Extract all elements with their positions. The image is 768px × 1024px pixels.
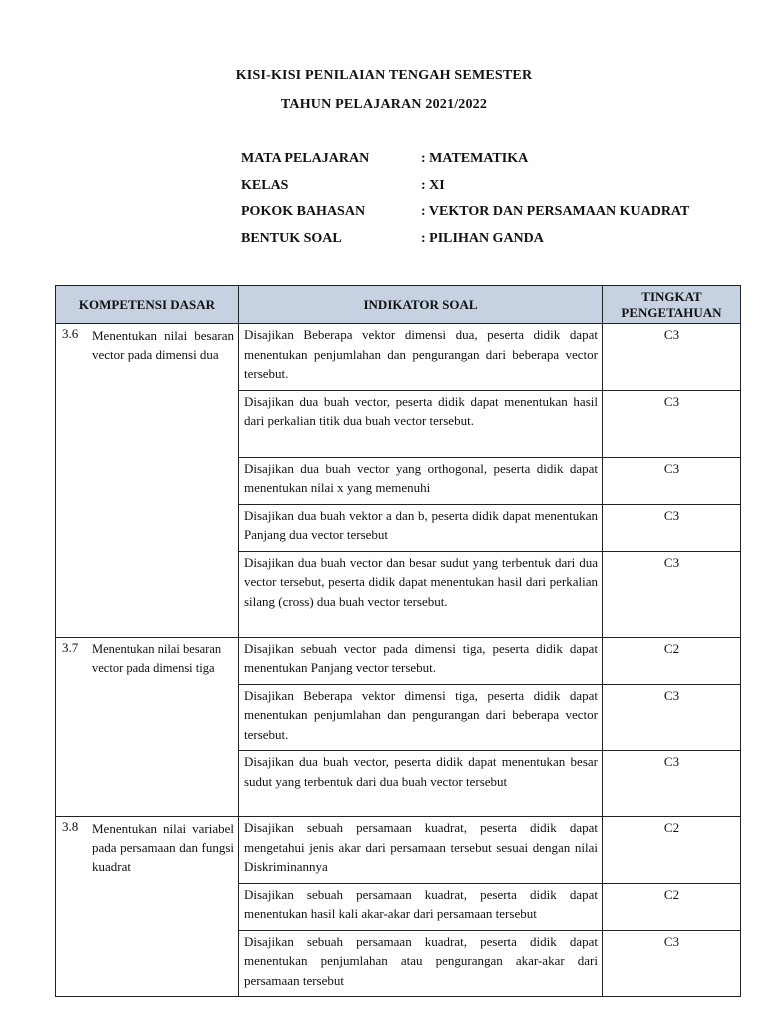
kompetensi-number: 3.7 [62, 639, 79, 655]
meta-label: BENTUK SOAL [241, 230, 342, 246]
indikator-cell: Disajikan dua buah vector, peserta didik dapat menentukan hasil dari perkalian titik dua buah vector tersebut. [239, 390, 603, 457]
indikator-cell: Disajikan dua buah vector yang orthogonal, peserta didik dapat menentukan nilai x yang memenuhi [239, 457, 603, 504]
document-meta [241, 151, 689, 257]
meta-label: MATA PELAJARAN [241, 151, 370, 166]
meta-row-topic [241, 204, 689, 231]
level-cell: C3 [603, 930, 741, 997]
level-cell: C3 [603, 684, 741, 751]
meta-row-question-type [241, 231, 689, 258]
level-cell: C2 [603, 637, 741, 684]
document-subtitle: TAHUN PELAJARAN 2021/2022 [280, 97, 488, 112]
meta-label: KELAS [241, 177, 289, 193]
kompetensi-text: Menentukan nilai besaran vector pada dimensi dua [92, 328, 234, 362]
indikator-cell: Disajikan Beberapa vektor dimensi dua, peserta didik dapat menentukan penjumlahan dan pengurangan dari beberapa vector tersebut. [239, 324, 603, 391]
kompetensi-number: 3.6 [62, 326, 79, 341]
kompetensi-cell [56, 637, 239, 817]
meta-value: : VEKTOR DAN PERSAMAAN KUADRAT [421, 204, 690, 219]
indikator-cell: Disajikan dua buah vector, peserta didik dapat menentukan besar sudut yang terbentuk dari dua buah vector tersebut [239, 751, 603, 817]
level-cell: C3 [603, 324, 741, 391]
level-cell: C3 [603, 390, 741, 457]
kompetensi-cell [56, 817, 239, 997]
header-indikator: INDIKATOR SOAL [239, 286, 603, 324]
indikator-cell: Disajikan sebuah persamaan kuadrat, peserta didik dapat menentukan hasil kali akar-akar dari persamaan tersebut [239, 883, 603, 930]
meta-value: : XI [421, 177, 445, 193]
level-cell: C3 [603, 751, 741, 817]
indikator-cell: Disajikan dua buah vektor a dan b, peserta didik dapat menentukan Panjang dua vector tersebut [239, 504, 603, 551]
table-row [56, 817, 741, 884]
meta-value: : PILIHAN GANDA [421, 230, 544, 246]
document-title: KISI-KISI PENILAIAN TENGAH SEMESTER [235, 68, 533, 83]
kompetensi-cell [56, 324, 239, 638]
indikator-cell: Disajikan dua buah vector dan besar sudut yang terbentuk dari dua vector tersebut, peserta didik dapat menentukan hasil dari perkalian silang (cross) dua buah vector tersebut. [239, 551, 603, 637]
meta-row-subject [241, 151, 689, 178]
meta-value: : MATEMATIKA [421, 151, 529, 166]
level-cell: C2 [603, 817, 741, 884]
table-header-row [56, 286, 741, 324]
level-cell: C3 [603, 504, 741, 551]
indikator-cell: Disajikan Beberapa vektor dimensi tiga, peserta didik dapat menentukan penjumlahan dan pengurangan dari beberapa vector tersebut. [239, 684, 603, 751]
kompetensi-number: 3.8 [62, 819, 79, 834]
header-tingkat [603, 286, 741, 324]
header-tingkat-line2: PENGETAHUAN [621, 304, 722, 320]
indikator-cell: Disajikan sebuah persamaan kuadrat, peserta didik dapat mengetahui jenis akar dari persamaan tersebut sesuai dengan nilai Diskriminannya [239, 817, 603, 884]
level-cell: C2 [603, 883, 741, 930]
kompetensi-text: Menentukan nilai variabel pada persamaan dan fungsi kuadrat [92, 821, 234, 874]
meta-row-class [241, 178, 689, 205]
table-row [56, 637, 741, 684]
meta-label: POKOK BAHASAN [241, 204, 366, 219]
grid-table [55, 285, 741, 997]
level-cell: C3 [603, 551, 741, 637]
kompetensi-text: Menentukan nilai besaran vector pada dimensi tiga [92, 641, 222, 675]
header-kompetensi: KOMPETENSI DASAR [56, 286, 239, 324]
level-cell: C3 [603, 457, 741, 504]
table-row [56, 324, 741, 391]
indikator-cell: Disajikan sebuah vector pada dimensi tiga, peserta didik dapat menentukan Panjang vector tersebut. [239, 637, 603, 684]
header-tingkat-line1: TINGKAT [641, 288, 702, 304]
indikator-cell: Disajikan sebuah persamaan kuadrat, peserta didik dapat menentukan penjumlahan atau pengurangan akar-akar dari persamaan tersebut [239, 930, 603, 997]
